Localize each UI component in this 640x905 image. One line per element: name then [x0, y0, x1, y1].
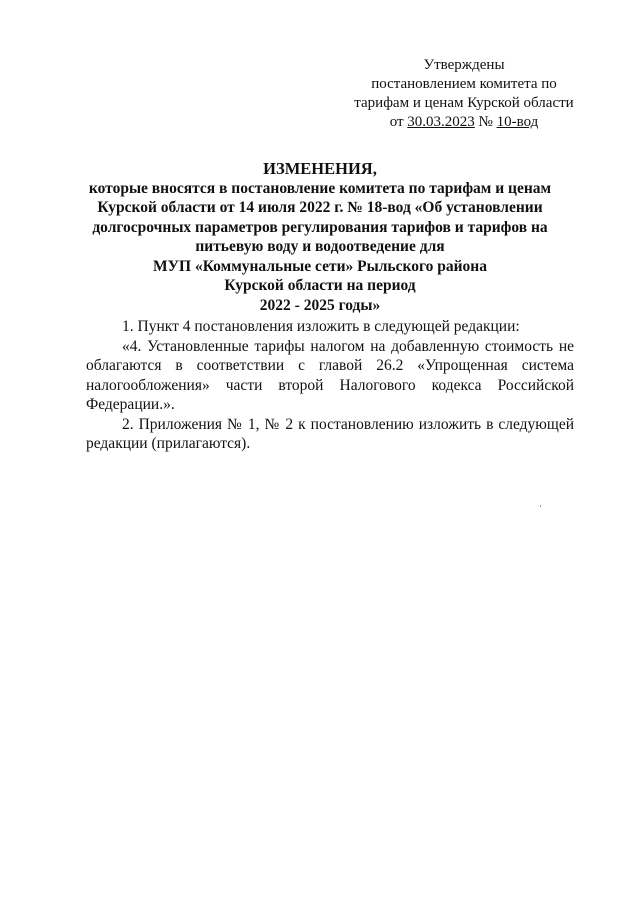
- approval-number-sign: №: [478, 114, 493, 130]
- approval-date: 30.03.2023: [407, 114, 475, 130]
- approval-block: [344, 56, 584, 132]
- heading-line: МУП «Коммунальные сети» Рыльского района: [153, 257, 487, 275]
- approval-number: 10-вод: [496, 114, 539, 130]
- heading-line: долгосрочных параметров регулирования тарифов и тарифов на: [92, 218, 548, 236]
- document-title: ИЗМЕНЕНИЯ,: [263, 159, 377, 178]
- scan-speck: [540, 505, 541, 507]
- approval-date-line: [344, 113, 584, 132]
- heading-line: питьевую воду и водоотведение для: [195, 238, 445, 255]
- body-paragraph: «4. Установленные тарифы налогом на добавленную стоимость не облагаются в соответствии с главой 26.2 «Упрощенная система налогообложения» части второй Налогового кодекса Российской Федерации.».: [86, 337, 574, 413]
- document-heading: [60, 159, 580, 315]
- heading-line: Курской области на период: [224, 277, 416, 294]
- approval-line: постановлением комитета по: [371, 76, 557, 92]
- heading-line: 2022 - 2025 годы»: [259, 296, 381, 314]
- body-paragraph: 1. Пункт 4 постановления изложить в следующей редакции:: [122, 318, 520, 335]
- heading-line: которые вносятся в постановление комитета по тарифам и ценам: [88, 179, 552, 197]
- document-body: [86, 317, 574, 454]
- heading-line: Курской области от 14 июля 2022 г. № 18-вод «Об установлении: [97, 199, 543, 216]
- approval-line: Утверждены: [423, 57, 505, 73]
- body-paragraph: 2. Приложения № 1, № 2 к постановлению изложить в следующей редакции (прилагаются).: [86, 415, 574, 452]
- approval-line: тарифам и ценам Курской области: [354, 95, 574, 111]
- approval-from-prefix: от: [389, 114, 404, 130]
